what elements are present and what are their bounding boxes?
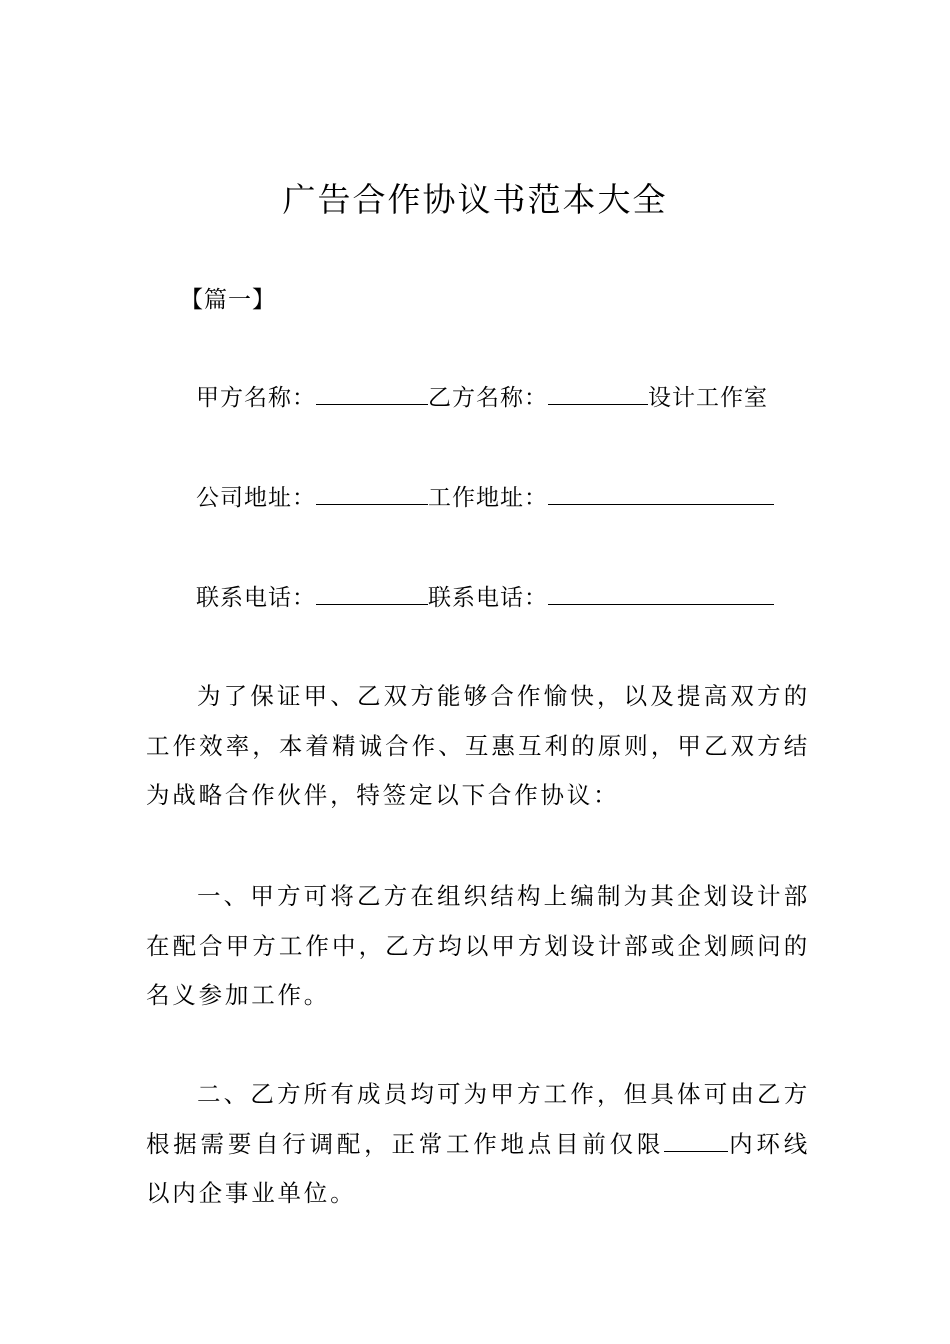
party-a-name-blank	[316, 382, 428, 405]
party-names-row	[196, 378, 768, 418]
party-a-name-label: 甲方名称：	[196, 385, 316, 411]
document-title: 广告合作协议书范本大全	[282, 180, 668, 219]
phones-row	[196, 578, 774, 618]
clause-2-paragraph	[146, 1070, 810, 1219]
party-b-name-label: 乙方名称：	[428, 385, 548, 411]
clause-1-paragraph: 一、甲方可将乙方在组织结构上编制为其企划设计部在配合甲方工作中，乙方均以甲方划设计部或企划顾问的名义参加工作。	[146, 882, 810, 1009]
company-address-label: 公司地址：	[196, 485, 316, 511]
clause-2-blank	[664, 1129, 728, 1152]
phone-b-blank	[548, 582, 774, 605]
work-address-blank	[548, 482, 774, 505]
phone-a-blank	[316, 582, 428, 605]
clause-2-text-before: 二、乙方所有成员均可为甲方工作，但具体可由乙方根据需要自行调配，正常工作地点目前仅限	[146, 1080, 810, 1158]
intro-paragraph: 为了保证甲、乙双方能够合作愉快，以及提高双方的工作效率，本着精诚合作、互惠互利的原则，甲乙双方结为战略合作伙伴，特签定以下合作协议：	[146, 682, 810, 809]
work-address-label: 工作地址：	[428, 485, 548, 511]
clause-2-text-after: 内环线以内企事业单位。	[146, 1129, 811, 1207]
company-address-blank	[316, 482, 428, 505]
phone-b-label: 联系电话：	[428, 585, 548, 611]
party-b-name-suffix: 设计工作室	[648, 385, 768, 411]
addresses-row	[196, 478, 774, 518]
phone-a-label: 联系电话：	[196, 585, 316, 611]
party-b-name-blank	[548, 382, 648, 405]
section-tag: 【篇一】	[180, 287, 276, 313]
